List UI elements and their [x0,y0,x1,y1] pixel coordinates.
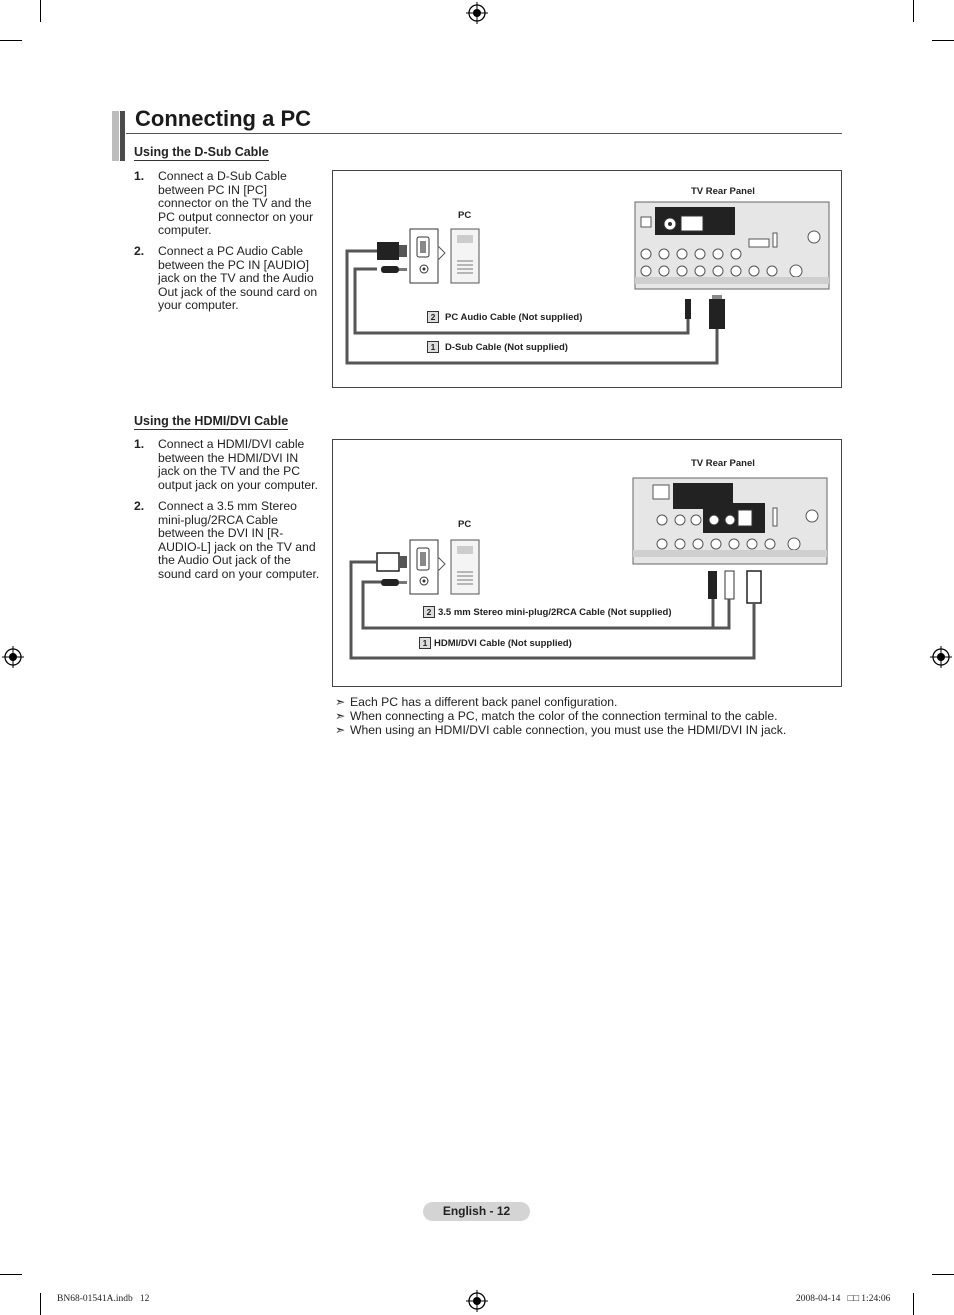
note-arrow-icon: ➣ [335,709,346,723]
cable-number: 2 [427,311,439,323]
step-text: Connect a 3.5 mm Stereo mini-plug/2RCA Cable between the DVI IN [R-AUDIO-L] jack on the TV and the Audio Out jack of the sound card on your computer. [158,499,320,581]
page-title: Connecting a PC [135,106,312,131]
note-item [335,723,786,737]
crop-mark [40,0,41,22]
step-number: 2. [134,499,145,513]
tv-rear-panel-label: TV Rear Panel [691,458,755,469]
step-item [134,170,323,238]
cable-name: D-Sub Cable (Not supplied) [445,341,568,353]
note-text: Each PC has a different back panel configuration. [350,695,618,709]
cable-label [427,341,568,353]
title-accent-bar [120,111,125,161]
note-item [335,695,786,709]
section-heading-hdmi: Using the HDMI/DVI Cable [134,414,289,428]
cable-label [427,311,582,323]
crop-mark [0,1274,22,1275]
step-text: Connect a D-Sub Cable between PC IN [PC] connector on the TV and the PC output connector on your computer. [158,169,314,238]
hdmi-diagram-illustration [333,440,841,686]
tv-rear-panel-label: TV Rear Panel [691,186,755,197]
dsub-diagram-illustration [333,171,841,387]
title-accent-bar [112,111,119,161]
crop-mark [913,0,914,22]
step-number: 2. [134,244,145,258]
cable-number: 1 [427,341,439,353]
page-number-badge: English - 12 [423,1202,530,1221]
cable-name: 3.5 mm Stereo mini-plug/2RCA Cable (Not supplied) [438,606,672,618]
step-number: 1. [134,437,145,451]
registration-mark-icon [930,646,952,668]
title-divider [126,133,842,134]
step-text: Connect a PC Audio Cable between the PC IN [AUDIO] jack on the TV and the Audio Out jack of the sound card on your computer. [158,244,318,313]
registration-mark-icon [466,1290,488,1312]
cable-name: HDMI/DVI Cable (Not supplied) [434,637,572,649]
note-text: When connecting a PC, match the color of the connection terminal to the cable. [350,709,778,723]
note-arrow-icon: ➣ [335,723,346,737]
print-date-info: 2008-04-14 □□ 1:24:06 [796,1294,891,1304]
step-item [134,500,323,582]
crop-mark [0,40,22,41]
pc-label: PC [458,519,472,530]
crop-mark [932,1274,954,1275]
section-heading-dsub: Using the D-Sub Cable [134,145,269,159]
step-item [134,245,323,313]
cable-label [419,637,572,649]
dsub-connection-diagram [332,170,842,388]
note-item [335,709,786,723]
crop-mark [932,40,954,41]
cable-name: PC Audio Cable (Not supplied) [445,311,583,323]
pc-label: PC [458,210,472,221]
step-item [134,438,323,492]
crop-mark [913,1293,914,1315]
note-arrow-icon: ➣ [335,695,346,709]
registration-mark-icon [2,646,24,668]
crop-mark [40,1293,41,1315]
cable-label [423,606,671,618]
step-text: Connect a HDMI/DVI cable between the HDMI/DVI IN jack on the TV and the PC output jack on your computer. [158,437,318,492]
step-number: 1. [134,169,145,183]
print-file-info: BN68-01541A.indb 12 [57,1294,150,1304]
note-text: When using an HDMI/DVI cable connection, you must use the HDMI/DVI IN jack. [350,723,787,737]
hdmi-connection-diagram [332,439,842,687]
registration-mark-icon [466,2,488,24]
cable-number: 2 [423,606,435,618]
cable-number: 1 [419,637,431,649]
notes-list [335,695,786,737]
